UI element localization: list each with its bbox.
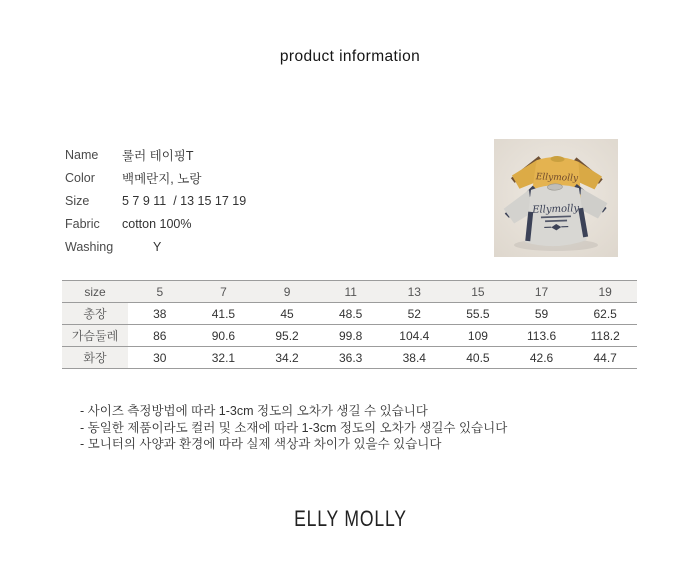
- info-label: Fabric: [65, 216, 100, 231]
- table-cell: 62.5: [573, 303, 637, 325]
- table-cell: 41.5: [192, 303, 256, 325]
- info-label: Size: [65, 193, 90, 208]
- table-header-cell: 17: [510, 281, 574, 303]
- info-label: Washing: [65, 239, 114, 254]
- brand-logo-text: ELLY MOLLY: [293, 506, 407, 531]
- table-header-cell: 15: [446, 281, 510, 303]
- table-header-cell: 13: [383, 281, 447, 303]
- info-row-size: [65, 189, 246, 212]
- notice-line: - 동일한 제품이라도 컬러 및 소재에 따라 1-3cm 정도의 오차가 생길수 있습니다: [80, 420, 508, 435]
- table-cell: 44.7: [573, 347, 637, 369]
- table-row: [62, 325, 637, 347]
- info-label: Color: [65, 170, 95, 185]
- table-header-cell: 5: [128, 281, 192, 303]
- shirt-print-text: Ellymolly: [532, 203, 580, 216]
- table-header-cell: 11: [319, 281, 383, 303]
- info-label: Name: [65, 147, 99, 162]
- table-cell: 104.4: [383, 325, 447, 347]
- table-cell: 36.3: [319, 347, 383, 369]
- table-cell: 95.2: [255, 325, 319, 347]
- info-value: 5 7 9 11 / 13 15 17 19: [122, 193, 247, 208]
- table-cell: 109: [446, 325, 510, 347]
- table-cell: 118.2: [573, 325, 637, 347]
- size-chart-table: [62, 280, 637, 369]
- table-cell: 52: [383, 303, 447, 325]
- table-cell: 48.5: [319, 303, 383, 325]
- row-label: 화장: [62, 347, 128, 369]
- table-cell: 86: [128, 325, 192, 347]
- shirt-print-text: Ellymolly: [535, 172, 579, 184]
- table-cell: 34.2: [255, 347, 319, 369]
- table-cell: 113.6: [510, 325, 574, 347]
- table-header-cell: 7: [192, 281, 256, 303]
- table-cell: 59: [510, 303, 574, 325]
- info-row-color: [65, 166, 246, 189]
- tshirt-photo-graphic: [494, 139, 618, 257]
- table-cell: 42.6: [510, 347, 574, 369]
- info-value: 룰러 테이핑T: [122, 148, 194, 163]
- info-row-name: [65, 143, 246, 166]
- table-row: [62, 347, 637, 369]
- brand-logo: [0, 506, 700, 532]
- notice-line: - 사이즈 측정방법에 따라 1-3cm 정도의 오차가 생길 수 있습니다: [80, 404, 428, 418]
- notice-line: - 모니터의 사양과 환경에 따라 실제 색상과 차이가 있을수 있습니다: [80, 437, 442, 451]
- info-row-fabric: [65, 212, 246, 235]
- table-cell: 90.6: [192, 325, 256, 347]
- page-title: product information: [279, 48, 421, 65]
- table-cell: 99.8: [319, 325, 383, 347]
- table-header-row: [62, 281, 637, 303]
- table-cell: 45: [255, 303, 319, 325]
- table-row: [62, 303, 637, 325]
- table-header-cell: size: [62, 281, 128, 303]
- table-cell: 55.5: [446, 303, 510, 325]
- product-info-list: [65, 143, 246, 258]
- row-label: 총장: [62, 303, 128, 325]
- info-value: cotton 100%: [122, 216, 192, 231]
- table-cell: 38.4: [383, 347, 447, 369]
- table-cell: 38: [128, 303, 192, 325]
- info-value: 백메란지, 노랑: [122, 171, 202, 186]
- table-header-cell: 19: [573, 281, 637, 303]
- table-cell: 40.5: [446, 347, 510, 369]
- notice-list: [80, 403, 507, 453]
- info-row-washing: [65, 235, 246, 258]
- table-header-cell: 9: [255, 281, 319, 303]
- row-label: 가슴둘레: [62, 325, 128, 347]
- table-cell: 30: [128, 347, 192, 369]
- info-value: Y: [153, 239, 162, 254]
- table-cell: 32.1: [192, 347, 256, 369]
- product-photo: [494, 139, 618, 257]
